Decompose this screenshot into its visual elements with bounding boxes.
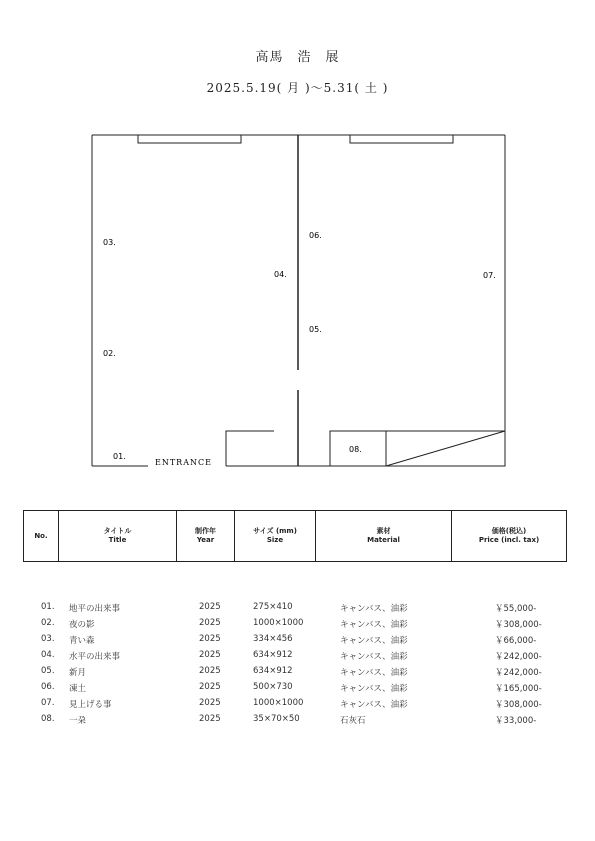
artwork-year: 2025 xyxy=(199,682,221,692)
artwork-no: 04. xyxy=(41,650,55,660)
list-item xyxy=(0,634,595,650)
plan-label-05: 05. xyxy=(309,325,322,334)
artwork-no: 03. xyxy=(41,634,55,644)
plan-label-04: 04. xyxy=(274,270,287,279)
plan-label-07: 07. xyxy=(483,271,496,280)
artwork-title: 凍土 xyxy=(69,684,87,694)
artwork-material: キャンバス、油彩 xyxy=(340,620,408,630)
entry-counter xyxy=(226,431,274,466)
list-item xyxy=(0,682,595,698)
plan-label-01: 01. xyxy=(113,452,126,461)
artwork-year: 2025 xyxy=(199,650,221,660)
header-title: タイトル Title xyxy=(59,511,177,562)
header-price: 価格(税込) Price (incl. tax) xyxy=(452,511,567,562)
plan-label-06: 06. xyxy=(309,231,322,240)
list-item xyxy=(0,618,595,634)
plan-label-02: 02. xyxy=(103,349,116,358)
list-item xyxy=(0,698,595,714)
header-year: 制作年 Year xyxy=(177,511,235,562)
list-item xyxy=(0,714,595,730)
artwork-year: 2025 xyxy=(199,618,221,628)
exhibition-dates: 2025.5.19( 月 )〜5.31( 土 ) xyxy=(206,81,389,95)
artwork-year: 2025 xyxy=(199,714,221,724)
artwork-no: 02. xyxy=(41,618,55,628)
artwork-material: キャンバス、油彩 xyxy=(340,684,408,694)
artwork-material: 石灰石 xyxy=(340,716,366,726)
artwork-price: ￥33,000- xyxy=(495,716,537,726)
list-item xyxy=(0,602,595,618)
artwork-year: 2025 xyxy=(199,634,221,644)
window-right xyxy=(350,135,453,143)
artwork-price: ￥242,000- xyxy=(495,652,542,662)
artwork-size: 334×456 xyxy=(253,634,293,644)
artwork-material: キャンバス、油彩 xyxy=(340,636,408,646)
artwork-title: 地平の出来事 xyxy=(69,604,121,614)
artwork-size: 35×70×50 xyxy=(253,714,300,724)
artwork-price: ￥55,000- xyxy=(495,604,537,614)
header-row xyxy=(24,511,567,562)
artwork-material: キャンバス、油彩 xyxy=(340,652,408,662)
artwork-price: ￥66,000- xyxy=(495,636,537,646)
header-material: 素材 Material xyxy=(316,511,452,562)
plan-label-03: 03. xyxy=(103,238,116,247)
artwork-title: 見上げる事 xyxy=(69,700,112,710)
artwork-material: キャンバス、油彩 xyxy=(340,668,408,678)
header-no: No. xyxy=(24,511,59,562)
list-item xyxy=(0,666,595,682)
artwork-title: 一朶 xyxy=(69,716,87,726)
artwork-size: 634×912 xyxy=(253,666,293,676)
artwork-year: 2025 xyxy=(199,602,221,612)
artwork-price: ￥165,000- xyxy=(495,684,542,694)
entrance-label: ENTRANCE xyxy=(155,458,212,467)
artwork-material: キャンバス、油彩 xyxy=(340,700,408,710)
artwork-size: 1000×1000 xyxy=(253,618,304,628)
artwork-size: 275×410 xyxy=(253,602,293,612)
artwork-no: 05. xyxy=(41,666,55,676)
artwork-title: 夜の影 xyxy=(69,620,95,630)
artwork-year: 2025 xyxy=(199,698,221,708)
artwork-size: 634×912 xyxy=(253,650,293,660)
artwork-list xyxy=(0,602,595,730)
plan-label-08: 08. xyxy=(349,445,362,454)
artwork-no: 08. xyxy=(41,714,55,724)
artwork-price: ￥242,000- xyxy=(495,668,542,678)
artwork-title: 新月 xyxy=(69,668,87,678)
list-item xyxy=(0,650,595,666)
artwork-year: 2025 xyxy=(199,666,221,676)
artwork-no: 06. xyxy=(41,682,55,692)
artwork-size: 1000×1000 xyxy=(253,698,304,708)
artwork-title: 水平の出来事 xyxy=(69,652,121,662)
artwork-no: 01. xyxy=(41,602,55,612)
storage-diagonal xyxy=(386,431,505,466)
artwork-price: ￥308,000- xyxy=(495,700,542,710)
artwork-material: キャンバス、油彩 xyxy=(340,604,408,614)
artwork-title: 青い森 xyxy=(69,636,95,646)
artwork-price: ￥308,000- xyxy=(495,620,542,630)
artwork-no: 07. xyxy=(41,698,55,708)
price-list-header xyxy=(23,510,567,562)
header-size: サイズ (mm) Size xyxy=(235,511,316,562)
window-left xyxy=(138,135,241,143)
exhibition-title: 高馬 浩 展 xyxy=(255,50,340,65)
artwork-size: 500×730 xyxy=(253,682,293,692)
